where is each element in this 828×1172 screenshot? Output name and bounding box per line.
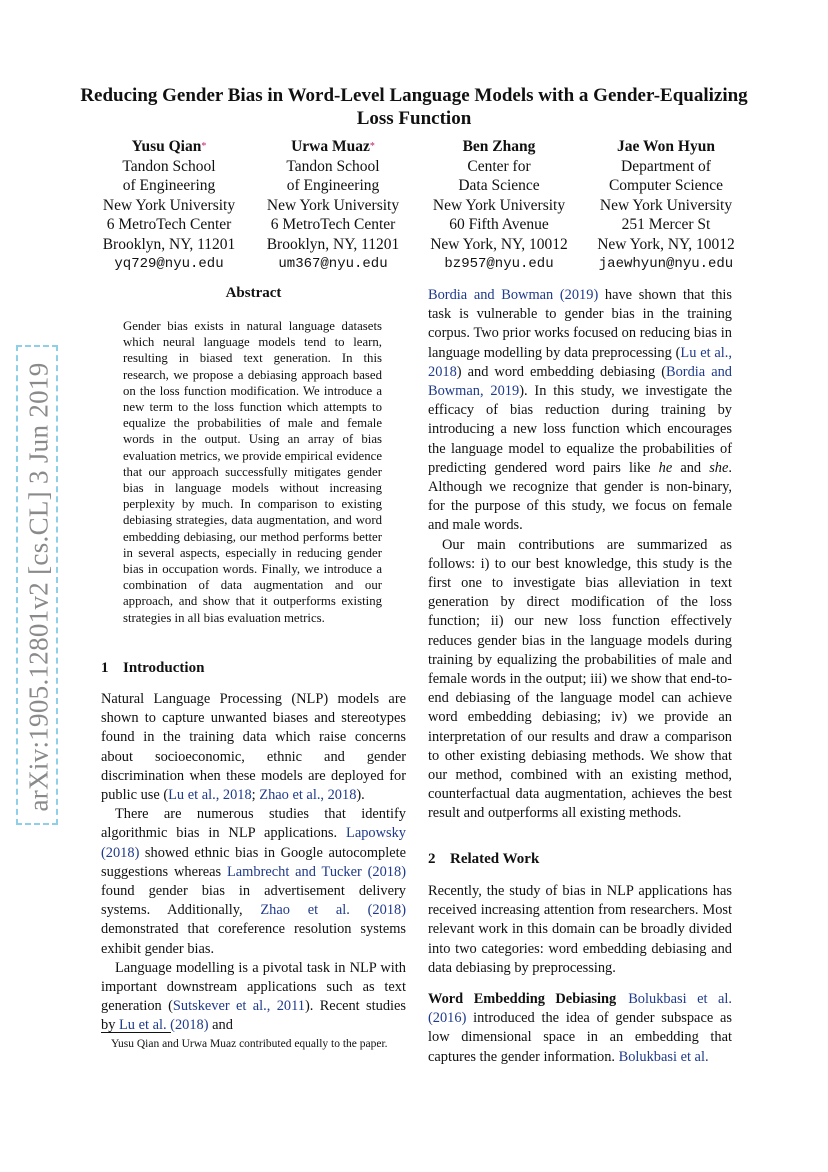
section-heading-introduction [101, 660, 204, 677]
affiliation-line: 251 Mercer St [621, 216, 711, 234]
citation-link[interactable]: Sutskever et al., 2011 [172, 998, 305, 1015]
related-work-body [428, 882, 732, 1067]
author-name: Yusu Qian [131, 138, 202, 155]
citation-link[interactable]: Bordia and Bowman (2019) [428, 287, 599, 303]
citation-link[interactable]: Bordia and Bowman, 2019 [428, 363, 732, 400]
citation-link[interactable]: Bolukbasi et al. (2016) [428, 991, 732, 1027]
paragraph [101, 690, 406, 805]
affiliation-line: New York University [432, 196, 566, 214]
text-run: Language modelling is a pivotal task in NLP with important downstream applications such as text generation ( [101, 959, 406, 1015]
affiliation-line: Department of [621, 157, 711, 175]
intro-body [101, 690, 406, 1036]
text-run: Natural Language Processing (NLP) models are shown to capture unwanted biases and stereotypes found in the training data which raise concerns about socioeconomic, ethnic and gender discrimination when these models are deployed for public use ( [101, 691, 406, 804]
text-run: There are numerous studies that identify algorithmic bias in NLP applications. [101, 806, 406, 842]
paragraph [101, 959, 406, 1036]
text-run: have shown that this task is vulnerable to gender bias in the training corpus. Two prior works focused on reducing bias in language modelling by data preprocessing ( [428, 287, 732, 361]
text-run: found gender bias in advertisement delivery systems. Additionally, [101, 883, 406, 919]
affiliation-line: Computer Science [608, 177, 724, 195]
affiliation-line: New York University [102, 196, 236, 214]
author-email: bz957@nyu.edu [444, 255, 554, 272]
equal-contribution-mark[interactable]: * [201, 141, 207, 152]
affiliation-line: Center for [467, 157, 531, 175]
text-run: demonstrated that coreference resolution systems exhibit gender bias. [101, 921, 406, 957]
author-name: Urwa Muaz [291, 138, 370, 155]
author-block-1 [96, 137, 242, 274]
section-number: 1 [101, 660, 109, 676]
text-run: and [208, 1017, 233, 1034]
affiliation-line: New York University [599, 196, 733, 214]
affiliation-line: New York University [266, 196, 400, 214]
affiliation-line: New York, NY, 10012 [430, 235, 568, 253]
text-run: and [672, 459, 710, 476]
section-number: 2 [428, 851, 436, 867]
citation-link[interactable]: Lambrecht and Tucker (2018) [227, 863, 406, 880]
section-title: Introduction [123, 660, 205, 676]
affiliation-line: New York, NY, 10012 [597, 235, 735, 253]
subheading: Word Embedding Debiasing [428, 991, 617, 1008]
paragraph [101, 805, 406, 959]
affiliation-line: Brooklyn, NY, 11201 [102, 235, 236, 253]
section-title: Related Work [450, 851, 540, 867]
section-heading-related-work [428, 851, 539, 868]
author-name: Jae Won Hyun [617, 138, 715, 155]
paragraph: Recently, the study of bias in NLP applications has received increasing attention from researchers. Most relevant work in this domain can be broadly divided into two categories: word embedding debiasing and data debiasing by preprocessing. [428, 883, 732, 976]
paragraph [428, 286, 732, 536]
text-run: showed ethnic bias in Google autocomplete suggestions whereas [101, 844, 406, 880]
paragraph: Our main contributions are summarized as follows: i) to our best knowledge, this study is the first one to investigate bias alleviation in text generation by direct modification of the loss function; ii) our new loss function effectively reduces gender bias in the language models during training by equalizing the probabilities of male and female words in the output; iii) we show that end-to-end debiasing of the language model can achieve word embedding debiasing; iv) we provide an interpretation of our results and draw a comparison to other existing debiasing methods. We show that our method, combined with an existing method, counterfactual data augmentation, achieves the best result and outperforms all existing methods. [428, 536, 732, 822]
abstract-body: Gender bias exists in natural language datasets which neural language models tend to learn, resulting in biased text generation. In this research, we propose a debiasing approach based on the loss function modification. We introduce a new term to the loss function which attempts to equalize the probabilities of male and female words in the output. Using an array of bias evaluation metrics, we provide empirical evidence that our approach successfully mitigates gender bias in language models without increasing perplexity by much. In comparison to existing debiasing strategies, data augmentation, and word embedding debiasing, our method performs better in several aspects, especially in reducing gender bias in occupation words. Finally, we introduce a combination of data augmentation and our approach, and show that it outperforms existing strategies in all bias evaluation metrics. [123, 319, 382, 625]
affiliation-line: Tandon School [286, 157, 380, 175]
author-email: jaewhyun@nyu.edu [598, 255, 734, 272]
citation-link[interactable]: Lu et al., 2018 [168, 787, 252, 804]
text-run: . Although we recognize that gender is non-binary, for the purpose of this study, we focus on female and male words. [428, 459, 732, 534]
equal-contribution-mark[interactable]: * [369, 141, 375, 152]
italic-term: she [709, 459, 729, 476]
author-block-2 [260, 137, 406, 274]
text-run: ). [356, 787, 365, 804]
author-name: Ben Zhang [462, 138, 536, 155]
affiliation-line: 6 MetroTech Center [270, 216, 396, 234]
citation-link[interactable]: Bolukbasi et al. [618, 1048, 709, 1065]
affiliation-line: 6 MetroTech Center [106, 216, 232, 234]
arxiv-sidebar [16, 345, 58, 825]
italic-term: he [658, 459, 673, 476]
author-block-4 [585, 137, 747, 274]
text-run: ; [251, 787, 260, 804]
affiliation-line: of Engineering [122, 177, 216, 195]
citation-link[interactable]: Zhao et al. (2018) [260, 902, 406, 919]
paper-title: Reducing Gender Bias in Word-Level Language Models with a Gender-Equalizing Loss Function [80, 85, 748, 129]
citation-link[interactable]: Lu et al. (2018) [119, 1017, 209, 1034]
author-email: um367@nyu.edu [278, 255, 388, 272]
abstract-heading: Abstract [225, 285, 282, 301]
affiliation-line: Brooklyn, NY, 11201 [266, 235, 400, 253]
paragraph [428, 990, 732, 1067]
citation-link[interactable]: Lu et al., 2018 [428, 344, 732, 380]
citation-link[interactable]: Lapowsky (2018) [101, 825, 406, 861]
footnote-rule [101, 1032, 171, 1033]
text-run: ). Recent studies by [101, 998, 406, 1034]
right-column-body [428, 286, 732, 824]
citation-link[interactable]: Zhao et al., 2018 [259, 787, 357, 804]
footnote: Yusu Qian and Urwa Muaz contributed equally to the paper. [111, 1038, 388, 1050]
text-run: introduced the idea of gender subspace as low dimensional space in an embedding that captures the gender information. [428, 1010, 732, 1065]
text-run: ). In this study, we investigate the efficacy of bias reduction during training by introducing a new loss function which encourages the language model to equalize the probabilities of predicting gendered word pairs like [428, 383, 732, 476]
affiliation-line: Tandon School [122, 157, 216, 175]
author-email: yq729@nyu.edu [114, 255, 224, 272]
affiliation-line: of Engineering [286, 177, 380, 195]
author-block-3 [423, 137, 575, 274]
affiliation-line: Data Science [458, 177, 540, 195]
arxiv-identifier[interactable]: arXiv:1905.12801v2 [cs.CL] 3 Jun 2019 [23, 362, 54, 812]
affiliation-line: 60 Fifth Avenue [449, 216, 549, 234]
text-run: ) and word embedding debiasing ( [456, 363, 667, 380]
